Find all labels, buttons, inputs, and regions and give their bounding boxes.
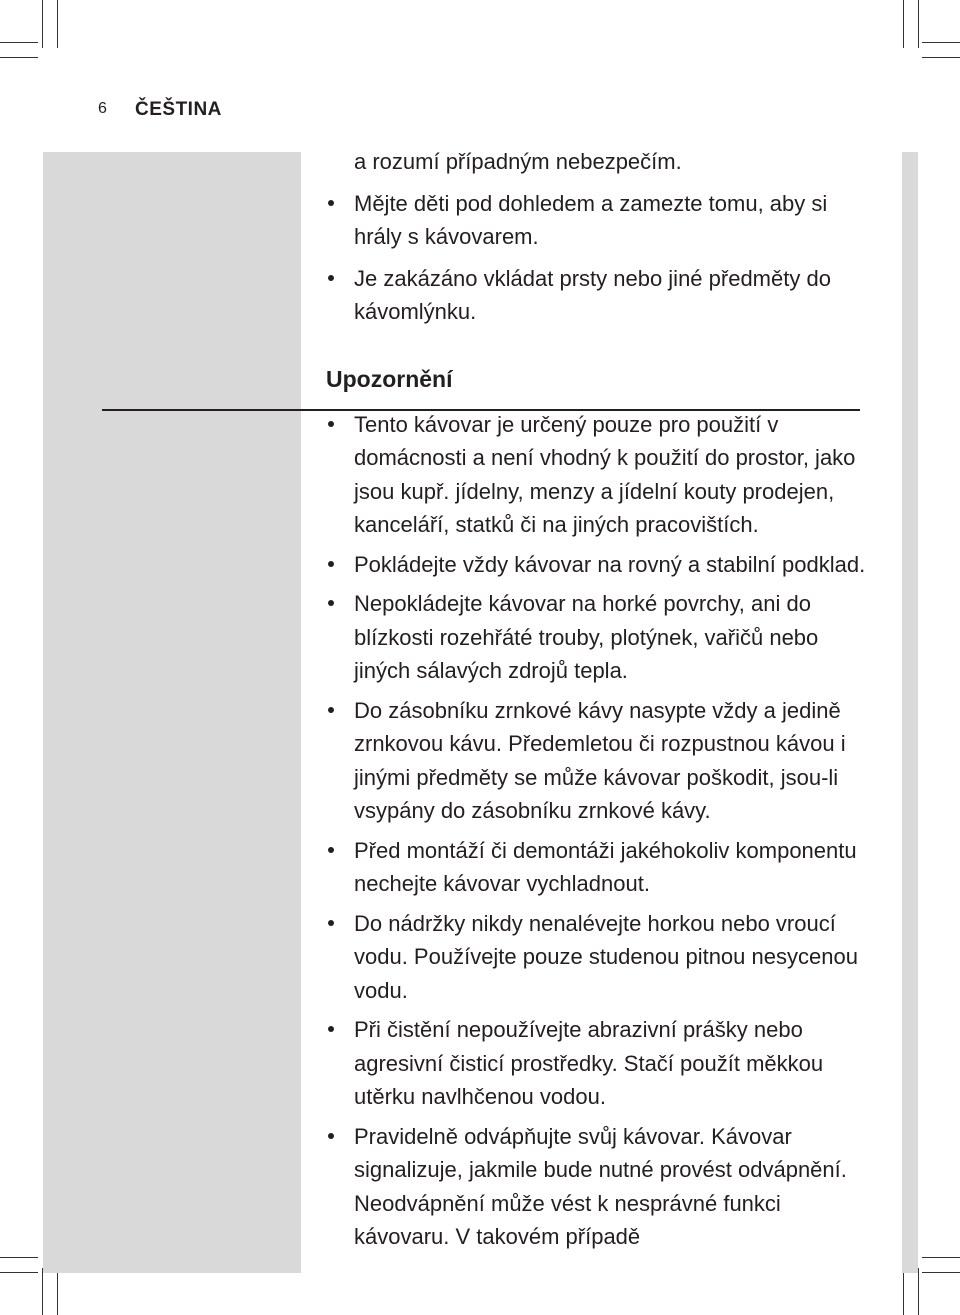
list-item: Mějte děti pod dohledem a zamezte tomu, aby si hrály s kávovarem. — [326, 187, 866, 254]
list-item: Do zásobníku zrnkové kávy nasypte vždy a jedině zrnkovou kávu. Předemletou či rozpustnou kávou i jinými předměty se může kávovar poškodit, jsou-li vsypány do zásobníku zrnkové kávy. — [326, 694, 866, 828]
crop-mark — [918, 1268, 919, 1315]
crop-mark — [922, 1272, 960, 1273]
list-item: Pravidelně odvápňujte svůj kávovar. Kávovar signalizuje, jakmile bude nutné provést odvápnění. Neodvápnění může vést k nesprávné funkci kávovaru. V takovém případě — [326, 1120, 866, 1254]
list-item: Je zakázáno vkládat prsty nebo jiné předměty do kávomlýnku. — [326, 262, 866, 329]
crop-mark — [918, 0, 919, 48]
list-item: Pokládejte vždy kávovar na rovný a stabilní podklad. — [326, 548, 866, 582]
crop-mark — [42, 1268, 43, 1315]
crop-mark — [922, 1257, 960, 1258]
page-body — [326, 145, 866, 1254]
list-item: Nepokládejte kávovar na horké povrchy, ani do blízkosti rozehřáté trouby, plotýnek, vařičů nebo jiných sálavých zdrojů tepla. — [326, 587, 866, 688]
crop-mark — [57, 0, 58, 48]
bullet-icon — [328, 275, 334, 281]
left-margin-band — [43, 152, 301, 1273]
list-item: Do nádržky nikdy nenalévejte horkou nebo vroucí vodu. Používejte pouze studenou pitnou nesycenou vodu. — [326, 907, 866, 1008]
crop-mark — [0, 1257, 38, 1258]
section-title: ČEŠTINA — [135, 99, 222, 120]
bullet-icon — [328, 1026, 334, 1032]
crop-mark — [922, 42, 960, 43]
crop-mark — [903, 1268, 904, 1315]
list-item: Před montáží či demontáži jakéhokoliv komponentu nechejte kávovar vychladnout. — [326, 834, 866, 901]
bullet-icon — [328, 920, 334, 926]
warning-list — [326, 408, 866, 1254]
list-item: Tento kávovar je určený pouze pro použití v domácnosti a není vhodný k použití do prostor, jako jsou kupř. jídelny, menzy a jídelní kouty prodejen, kanceláří, statků či na jiných pracovištích. — [326, 408, 866, 542]
first-bullet-list — [326, 187, 866, 329]
crop-mark — [0, 42, 38, 43]
crop-mark — [0, 1272, 38, 1273]
right-margin-band — [902, 152, 918, 1273]
crop-mark — [42, 0, 43, 48]
crop-mark — [922, 57, 960, 58]
crop-mark — [0, 57, 38, 58]
bullet-icon — [328, 847, 334, 853]
bullet-icon — [328, 421, 334, 427]
list-item: Při čistění nepoužívejte abrazivní prášky nebo agresivní čisticí prostředky. Stačí použít měkkou utěrku navlhčenou vodou. — [326, 1013, 866, 1114]
warning-heading: Upozornění — [326, 365, 453, 392]
crop-mark — [57, 1268, 58, 1315]
page-number: 6 — [98, 100, 107, 117]
crop-mark — [903, 0, 904, 48]
bullet-icon — [328, 200, 334, 206]
bullet-icon — [328, 600, 334, 606]
bullet-icon — [328, 561, 334, 567]
continuation-text: a rozumí případným nebezpečím. — [354, 149, 682, 174]
bullet-icon — [328, 707, 334, 713]
bullet-icon — [328, 1133, 334, 1139]
